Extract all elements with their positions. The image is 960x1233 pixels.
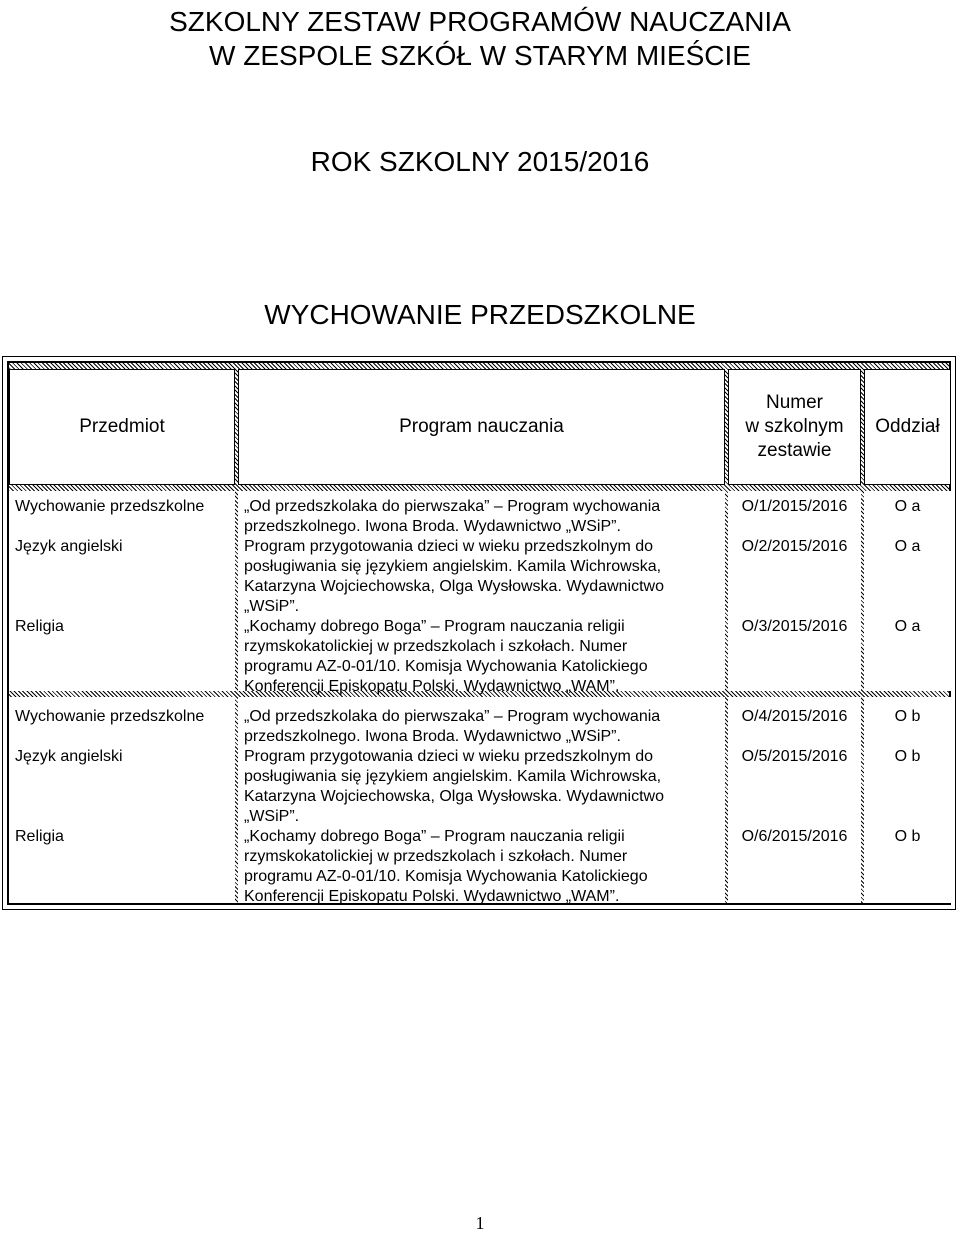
group-b-classes [864, 697, 951, 903]
document-title-line-2: W ZESPOLE SZKÓŁ W STARYM MIEŚCIE [209, 40, 751, 71]
subject-cell: Wychowanie przedszkolne [15, 708, 205, 725]
subject-cell: Język angielski [15, 748, 123, 765]
number-cell: O/1/2015/2016 [741, 498, 848, 515]
program-line: programu AZ-0-01/10. Komisja Wychowania Katolickiego [244, 658, 648, 675]
section-heading: WYCHOWANIE PRZEDSZKOLNE [264, 299, 696, 330]
program-line: „Od przedszkolaka do pierwszaka” – Program wychowania [244, 498, 661, 515]
program-line: przedszkolnego. Iwona Broda. Wydawnictwo „WSiP”. [244, 728, 621, 745]
header-subject [9, 369, 235, 485]
header-number-line-1: Numer [765, 392, 823, 413]
program-line: „WSiP”. [244, 808, 300, 825]
header-class-label: Oddział [875, 416, 940, 437]
group-a-subjects [9, 491, 235, 691]
group-a-programs [238, 491, 725, 695]
program-line: Program przygotowania dzieci w wieku przedszkolnym do [244, 748, 654, 765]
program-line: Konferencji Episkopatu Polski. Wydawnictwo „WAM”. [244, 678, 620, 695]
subject-cell: Religia [15, 618, 64, 635]
group-a-numbers [728, 491, 861, 691]
class-cell: O b [894, 828, 921, 845]
class-cell: O a [894, 618, 921, 635]
class-cell: O a [894, 498, 921, 515]
program-line: posługiwania się językiem angielskim. Kamila Wichrowska, [244, 558, 662, 575]
subject-cell: Religia [15, 828, 64, 845]
header-number-line-2: w szkolnym [745, 416, 844, 437]
program-line: „Kochamy dobrego Boga” – Program nauczania religii [244, 828, 625, 845]
subject-cell: Język angielski [15, 538, 123, 555]
number-cell: O/2/2015/2016 [741, 538, 848, 555]
header-class [864, 369, 951, 485]
program-line: „Kochamy dobrego Boga” – Program nauczania religii [244, 618, 625, 635]
header-subject-label: Przedmiot [79, 416, 165, 437]
header-program-label: Program nauczania [399, 416, 564, 437]
group-b-subjects [9, 697, 235, 903]
program-table [2, 356, 956, 910]
program-cell [244, 827, 714, 907]
program-line: „WSiP”. [244, 598, 300, 615]
program-cell [244, 747, 714, 827]
class-cell: O a [894, 538, 921, 555]
header-number-line-3: zestawie [757, 440, 832, 461]
group-b-numbers [728, 697, 861, 903]
program-line: rzymskokatolickiej w przedszkolach i szkołach. Numer [244, 848, 628, 865]
number-cell: O/6/2015/2016 [741, 828, 848, 845]
number-cell: O/5/2015/2016 [741, 748, 848, 765]
group-b-programs [238, 697, 725, 903]
program-line: „Od przedszkolaka do pierwszaka” – Program wychowania [244, 708, 661, 725]
school-year-heading: ROK SZKOLNY 2015/2016 [310, 146, 650, 177]
program-line: posługiwania się językiem angielskim. Kamila Wichrowska, [244, 768, 662, 785]
program-line: przedszkolnego. Iwona Broda. Wydawnictwo „WSiP”. [244, 518, 621, 535]
group-a-classes [864, 491, 951, 691]
program-line: Konferencji Episkopatu Polski. Wydawnictwo „WAM”. [244, 888, 620, 905]
program-line: Katarzyna Wojciechowska, Olga Wysłowska. Wydawnictwo [244, 578, 665, 595]
program-cell [244, 617, 714, 697]
program-cell [244, 537, 714, 617]
class-cell: O b [894, 708, 921, 725]
header-number [728, 369, 861, 485]
program-line: Program przygotowania dzieci w wieku przedszkolnym do [244, 538, 654, 555]
program-cell [244, 707, 714, 747]
subject-cell: Wychowanie przedszkolne [15, 498, 205, 515]
number-cell: O/3/2015/2016 [741, 618, 848, 635]
program-cell [244, 497, 714, 537]
page-number: 1 [475, 1213, 485, 1233]
document-title-line-1: SZKOLNY ZESTAW PROGRAMÓW NAUCZANIA [169, 6, 791, 37]
header-program [238, 369, 725, 485]
number-cell: O/4/2015/2016 [741, 708, 848, 725]
program-line: Katarzyna Wojciechowska, Olga Wysłowska. Wydawnictwo [244, 788, 665, 805]
program-table-inner [7, 361, 951, 905]
class-cell: O b [894, 748, 921, 765]
program-line: rzymskokatolickiej w przedszkolach i szkołach. Numer [244, 638, 628, 655]
program-line: programu AZ-0-01/10. Komisja Wychowania Katolickiego [244, 868, 648, 885]
